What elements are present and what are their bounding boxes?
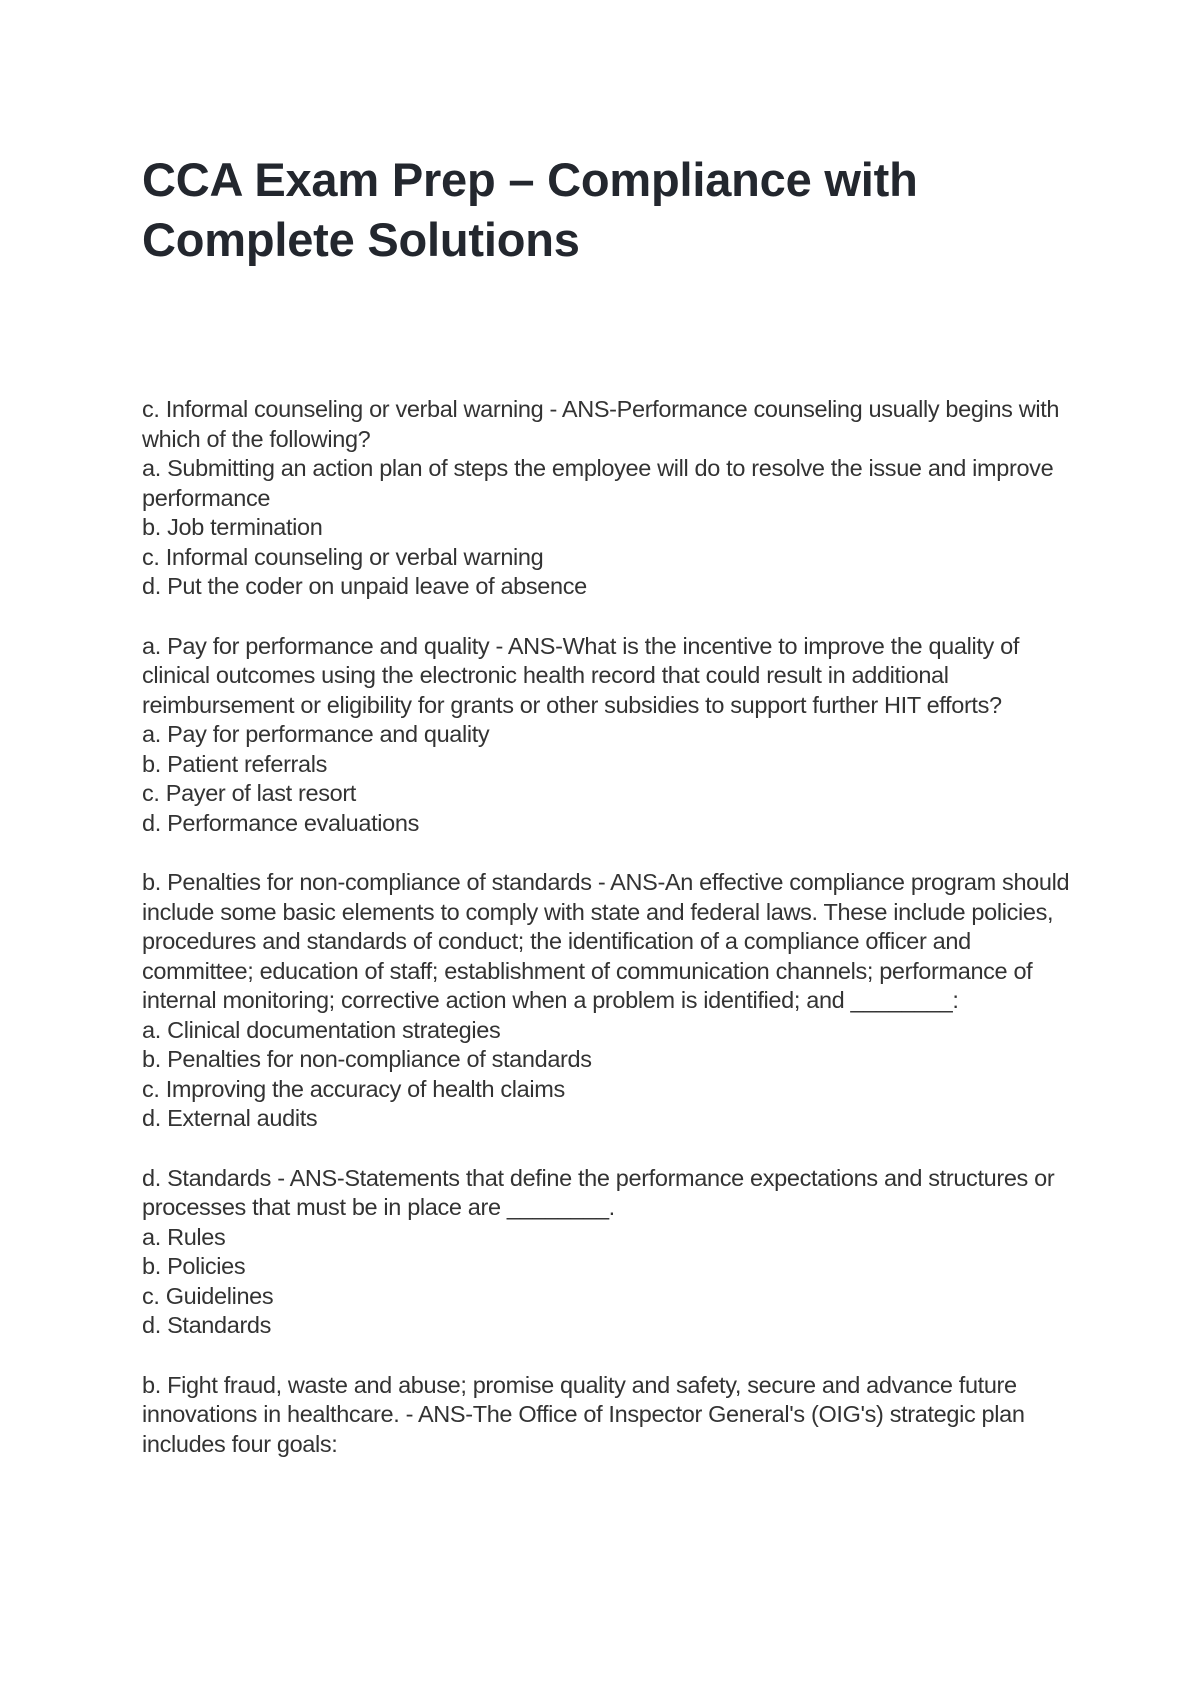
question-4-option-d: d. Standards	[142, 1312, 272, 1338]
question-block-5	[142, 1371, 1082, 1460]
question-1-option-d: d. Put the coder on unpaid leave of absence	[142, 573, 587, 599]
question-4-prompt: d. Standards - ANS-Statements that define the performance expectations and structures or processes that must be in place are ________.	[142, 1164, 1055, 1220]
question-2-option-d: d. Performance evaluations	[142, 809, 419, 836]
question-1-option-a: a. Submitting an action plan of steps the employee will do to resolve the issue and improve performance	[142, 455, 1054, 511]
question-block-2	[142, 632, 1082, 839]
document-title-line-2: Complete Solutions	[142, 213, 580, 266]
question-1-option-c: c. Informal counseling or verbal warning	[142, 543, 544, 570]
document-content	[142, 395, 1082, 1459]
question-2-option-c: c. Payer of last resort	[142, 780, 356, 806]
question-4-option-c: c. Guidelines	[142, 1282, 274, 1309]
question-3-option-b: b. Penalties for non-compliance of standards	[142, 1046, 592, 1072]
document-title-line-1: CCA Exam Prep – Compliance with	[142, 153, 918, 206]
question-5-prompt: b. Fight fraud, waste and abuse; promise quality and safety, secure and advance future innovations in healthcare. - ANS-The Office of Inspector General's (OIG's) strategic plan includes four goals:	[142, 1371, 1025, 1457]
question-1-prompt: c. Informal counseling or verbal warning - ANS-Performance counseling usually begins with which of the following?	[142, 396, 1060, 452]
question-block-3	[142, 868, 1082, 1134]
question-2-prompt: a. Pay for performance and quality - ANS-What is the incentive to improve the quality of clinical outcomes using the electronic health record that could result in additional reimbursement or eligibility for grants or other subsidies to support further HIT efforts?	[142, 632, 1020, 718]
question-1-option-b: b. Job termination	[142, 514, 323, 540]
question-2-option-a: a. Pay for performance and quality	[142, 721, 490, 747]
question-3-option-d: d. External audits	[142, 1105, 318, 1131]
question-2-option-b: b. Patient referrals	[142, 750, 328, 777]
question-4-option-a: a. Rules	[142, 1223, 226, 1250]
question-3-prompt: b. Penalties for non-compliance of standards - ANS-An effective compliance program should include some basic elements to comply with state and federal laws. These include policies, procedures and standards of conduct; the identification of a compliance officer and committee; education of staff; establishment of communication channels; performance of internal monitoring; corrective action when a problem is identified; and ________:	[142, 869, 1070, 1013]
question-3-option-c: c. Improving the accuracy of health claims	[142, 1075, 565, 1102]
question-block-4	[142, 1164, 1082, 1341]
document-page	[142, 150, 1082, 1489]
document-title	[142, 150, 1082, 270]
question-block-1	[142, 395, 1082, 602]
question-4-option-b: b. Policies	[142, 1253, 246, 1279]
question-3-option-a: a. Clinical documentation strategies	[142, 1016, 501, 1043]
